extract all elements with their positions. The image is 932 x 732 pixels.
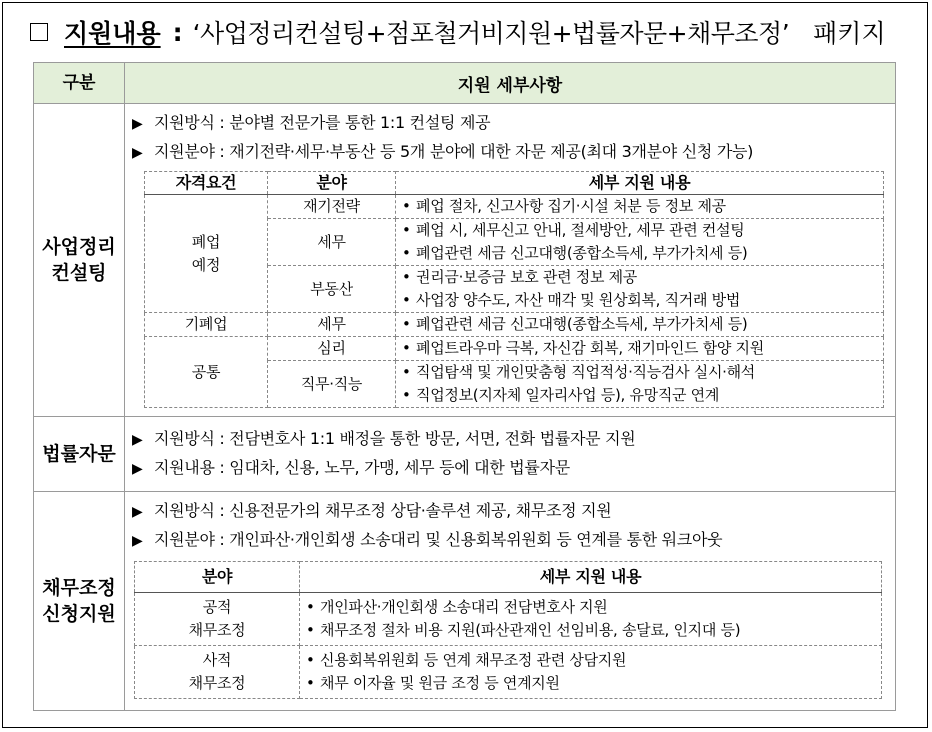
detail-text: 폐업트라우마 극복, 자신감 회복, 재기마인드 함양 지원 <box>416 339 764 357</box>
consulting-field-line <box>132 138 889 167</box>
consulting-content <box>125 104 896 417</box>
table-row <box>145 313 884 337</box>
arrow-bullet-icon: ▶ <box>132 461 143 477</box>
arrow-bullet-icon: ▶ <box>132 116 143 132</box>
group-closed: 기폐업 <box>145 313 268 337</box>
dot-bullet-icon: • <box>402 386 411 404</box>
detail-text: 폐업관련 세금 신고대행(종합소득세, 부가가치세 등) <box>416 244 748 262</box>
detail-text: 직업정보(지자체 일자리사업 등), 유망직군 연계 <box>416 386 720 404</box>
heading-title: 지원내용 <box>64 19 161 48</box>
inner-header-details: 세부 지원 내용 <box>396 172 884 195</box>
row-debt <box>34 492 896 711</box>
detail-text: 채무조정 절차 비용 지원(파산관재인 선임비용, 송달료, 인지대 등) <box>320 621 741 639</box>
debt-field-line <box>132 526 889 555</box>
detail-text: 폐업관련 세금 신고대행(종합소득세, 부가가치세 등) <box>416 315 748 333</box>
field-recovery: 재기전략 <box>268 195 396 219</box>
category-debt <box>34 492 125 711</box>
dot-bullet-icon: • <box>306 651 315 669</box>
arrow-bullet-icon: ▶ <box>132 432 143 448</box>
field-tax: 세무 <box>268 219 396 266</box>
col-header-details: 지원 세부사항 <box>125 63 896 104</box>
category-debt-line1: 채무조정 <box>42 577 116 599</box>
detail-text: 폐업 절차, 신고사항 집기·시설 처분 등 정보 제공 <box>416 197 726 215</box>
dot-bullet-icon: • <box>306 598 315 616</box>
detail-realestate <box>396 266 884 313</box>
consulting-field-text: 지원분야 : 재기전략·세무·부동산 등 5개 분야에 대한 자문 제공(최대 3개분야 신청 가능) <box>154 142 754 161</box>
debt-method-line <box>132 497 889 526</box>
heading-subtitle: ‘사업정리컨설팅+점포철거비지원+법률자문+채무조정’ <box>192 19 790 48</box>
field-private-debt <box>135 646 300 699</box>
heading-colon: : <box>172 17 183 47</box>
consulting-method-text: 지원방식 : 분야별 전문가를 통한 1:1 컨설팅 제공 <box>154 113 491 132</box>
field-public-line1: 공적 <box>202 598 232 616</box>
detail-career <box>396 361 884 408</box>
legal-method-text: 지원방식 : 전담변호사 1:1 배정을 통한 방문, 서면, 전화 법률자문 지원 <box>154 429 636 448</box>
group-closing-planned <box>145 195 268 313</box>
checkbox-icon <box>30 23 48 41</box>
arrow-bullet-icon: ▶ <box>132 504 143 520</box>
consulting-detail-header <box>145 172 884 195</box>
category-consulting-line2: 컨설팅 <box>51 262 107 284</box>
debt-method-text: 지원방식 : 신용전문가의 채무조정 상담·솔루션 제공, 채무조정 지원 <box>154 501 612 520</box>
detail-text: 권리금·보증금 보호 관련 정보 제공 <box>416 268 638 286</box>
inner-header-details: 세부 지원 내용 <box>300 562 882 593</box>
legal-method-line <box>132 425 889 454</box>
dot-bullet-icon: • <box>402 315 411 333</box>
dot-bullet-icon: • <box>402 363 411 381</box>
dot-bullet-icon: • <box>402 221 411 239</box>
field-psych: 심리 <box>268 337 396 361</box>
field-career: 직무·직능 <box>268 361 396 408</box>
col-header-category: 구분 <box>34 63 125 104</box>
arrow-bullet-icon: ▶ <box>132 533 143 549</box>
detail-text: 채무 이자율 및 원금 조정 등 연계지원 <box>320 674 560 692</box>
table-row <box>135 593 882 646</box>
detail-psych <box>396 337 884 361</box>
section-heading <box>30 12 886 52</box>
row-legal <box>34 417 896 492</box>
debt-content <box>125 492 896 711</box>
arrow-bullet-icon: ▶ <box>132 145 143 161</box>
heading-suffix: 패키지 <box>813 19 886 48</box>
row-consulting <box>34 104 896 417</box>
detail-recovery <box>396 195 884 219</box>
dot-bullet-icon: • <box>306 621 315 639</box>
detail-text: 신용회복위원회 등 연계 채무조정 관련 상담지원 <box>320 651 627 669</box>
support-table-header <box>34 63 896 104</box>
detail-text: 직업탐색 및 개인맞춤형 직업적성·직능검사 실시·해석 <box>416 363 755 381</box>
debt-field-text: 지원분야 : 개인파산·개인회생 소송대리 및 신용회복위원회 등 연계를 통한 워크아웃 <box>154 530 723 549</box>
debt-detail-header <box>135 562 882 593</box>
field-public-debt <box>135 593 300 646</box>
detail-text: 개인파산·개인회생 소송대리 전담변호사 지원 <box>320 598 608 616</box>
category-debt-line2: 신청지원 <box>42 603 116 625</box>
group-common: 공통 <box>145 337 268 408</box>
dot-bullet-icon: • <box>306 674 315 692</box>
category-legal: 법률자문 <box>34 417 125 492</box>
table-row <box>145 195 884 219</box>
category-consulting-line1: 사업정리 <box>42 236 116 258</box>
field-private-line2: 채무조정 <box>188 674 246 692</box>
field-tax-closed: 세무 <box>268 313 396 337</box>
legal-content-line <box>132 454 889 483</box>
inner-header-field: 분야 <box>135 562 300 593</box>
support-table <box>33 62 896 711</box>
group-closing-planned-line1: 폐업 <box>191 232 221 251</box>
field-private-line1: 사적 <box>202 651 232 669</box>
detail-public-debt <box>300 593 882 646</box>
consulting-method-line <box>132 109 889 138</box>
inner-header-field: 분야 <box>268 172 396 195</box>
detail-text: 사업장 양수도, 자산 매각 및 원상회복, 직거래 방법 <box>416 291 741 309</box>
dot-bullet-icon: • <box>402 197 411 215</box>
category-consulting <box>34 104 125 417</box>
inner-header-qualification: 자격요건 <box>145 172 268 195</box>
dot-bullet-icon: • <box>402 244 411 262</box>
field-realestate: 부동산 <box>268 266 396 313</box>
table-row <box>135 646 882 699</box>
detail-private-debt <box>300 646 882 699</box>
detail-text: 폐업 시, 세무신고 안내, 절세방안, 세무 관련 컨설팅 <box>416 221 745 239</box>
debt-detail-table <box>134 561 882 699</box>
dot-bullet-icon: • <box>402 291 411 309</box>
detail-tax <box>396 219 884 266</box>
legal-content <box>125 417 896 492</box>
group-closing-planned-line2: 예정 <box>191 255 221 274</box>
legal-content-text: 지원내용 : 임대차, 신용, 노무, 가맹, 세무 등에 대한 법률자문 <box>154 458 570 477</box>
dot-bullet-icon: • <box>402 268 411 286</box>
consulting-detail-table <box>144 171 884 408</box>
table-row <box>145 337 884 361</box>
field-public-line2: 채무조정 <box>188 621 246 639</box>
dot-bullet-icon: • <box>402 339 411 357</box>
detail-tax-closed <box>396 313 884 337</box>
